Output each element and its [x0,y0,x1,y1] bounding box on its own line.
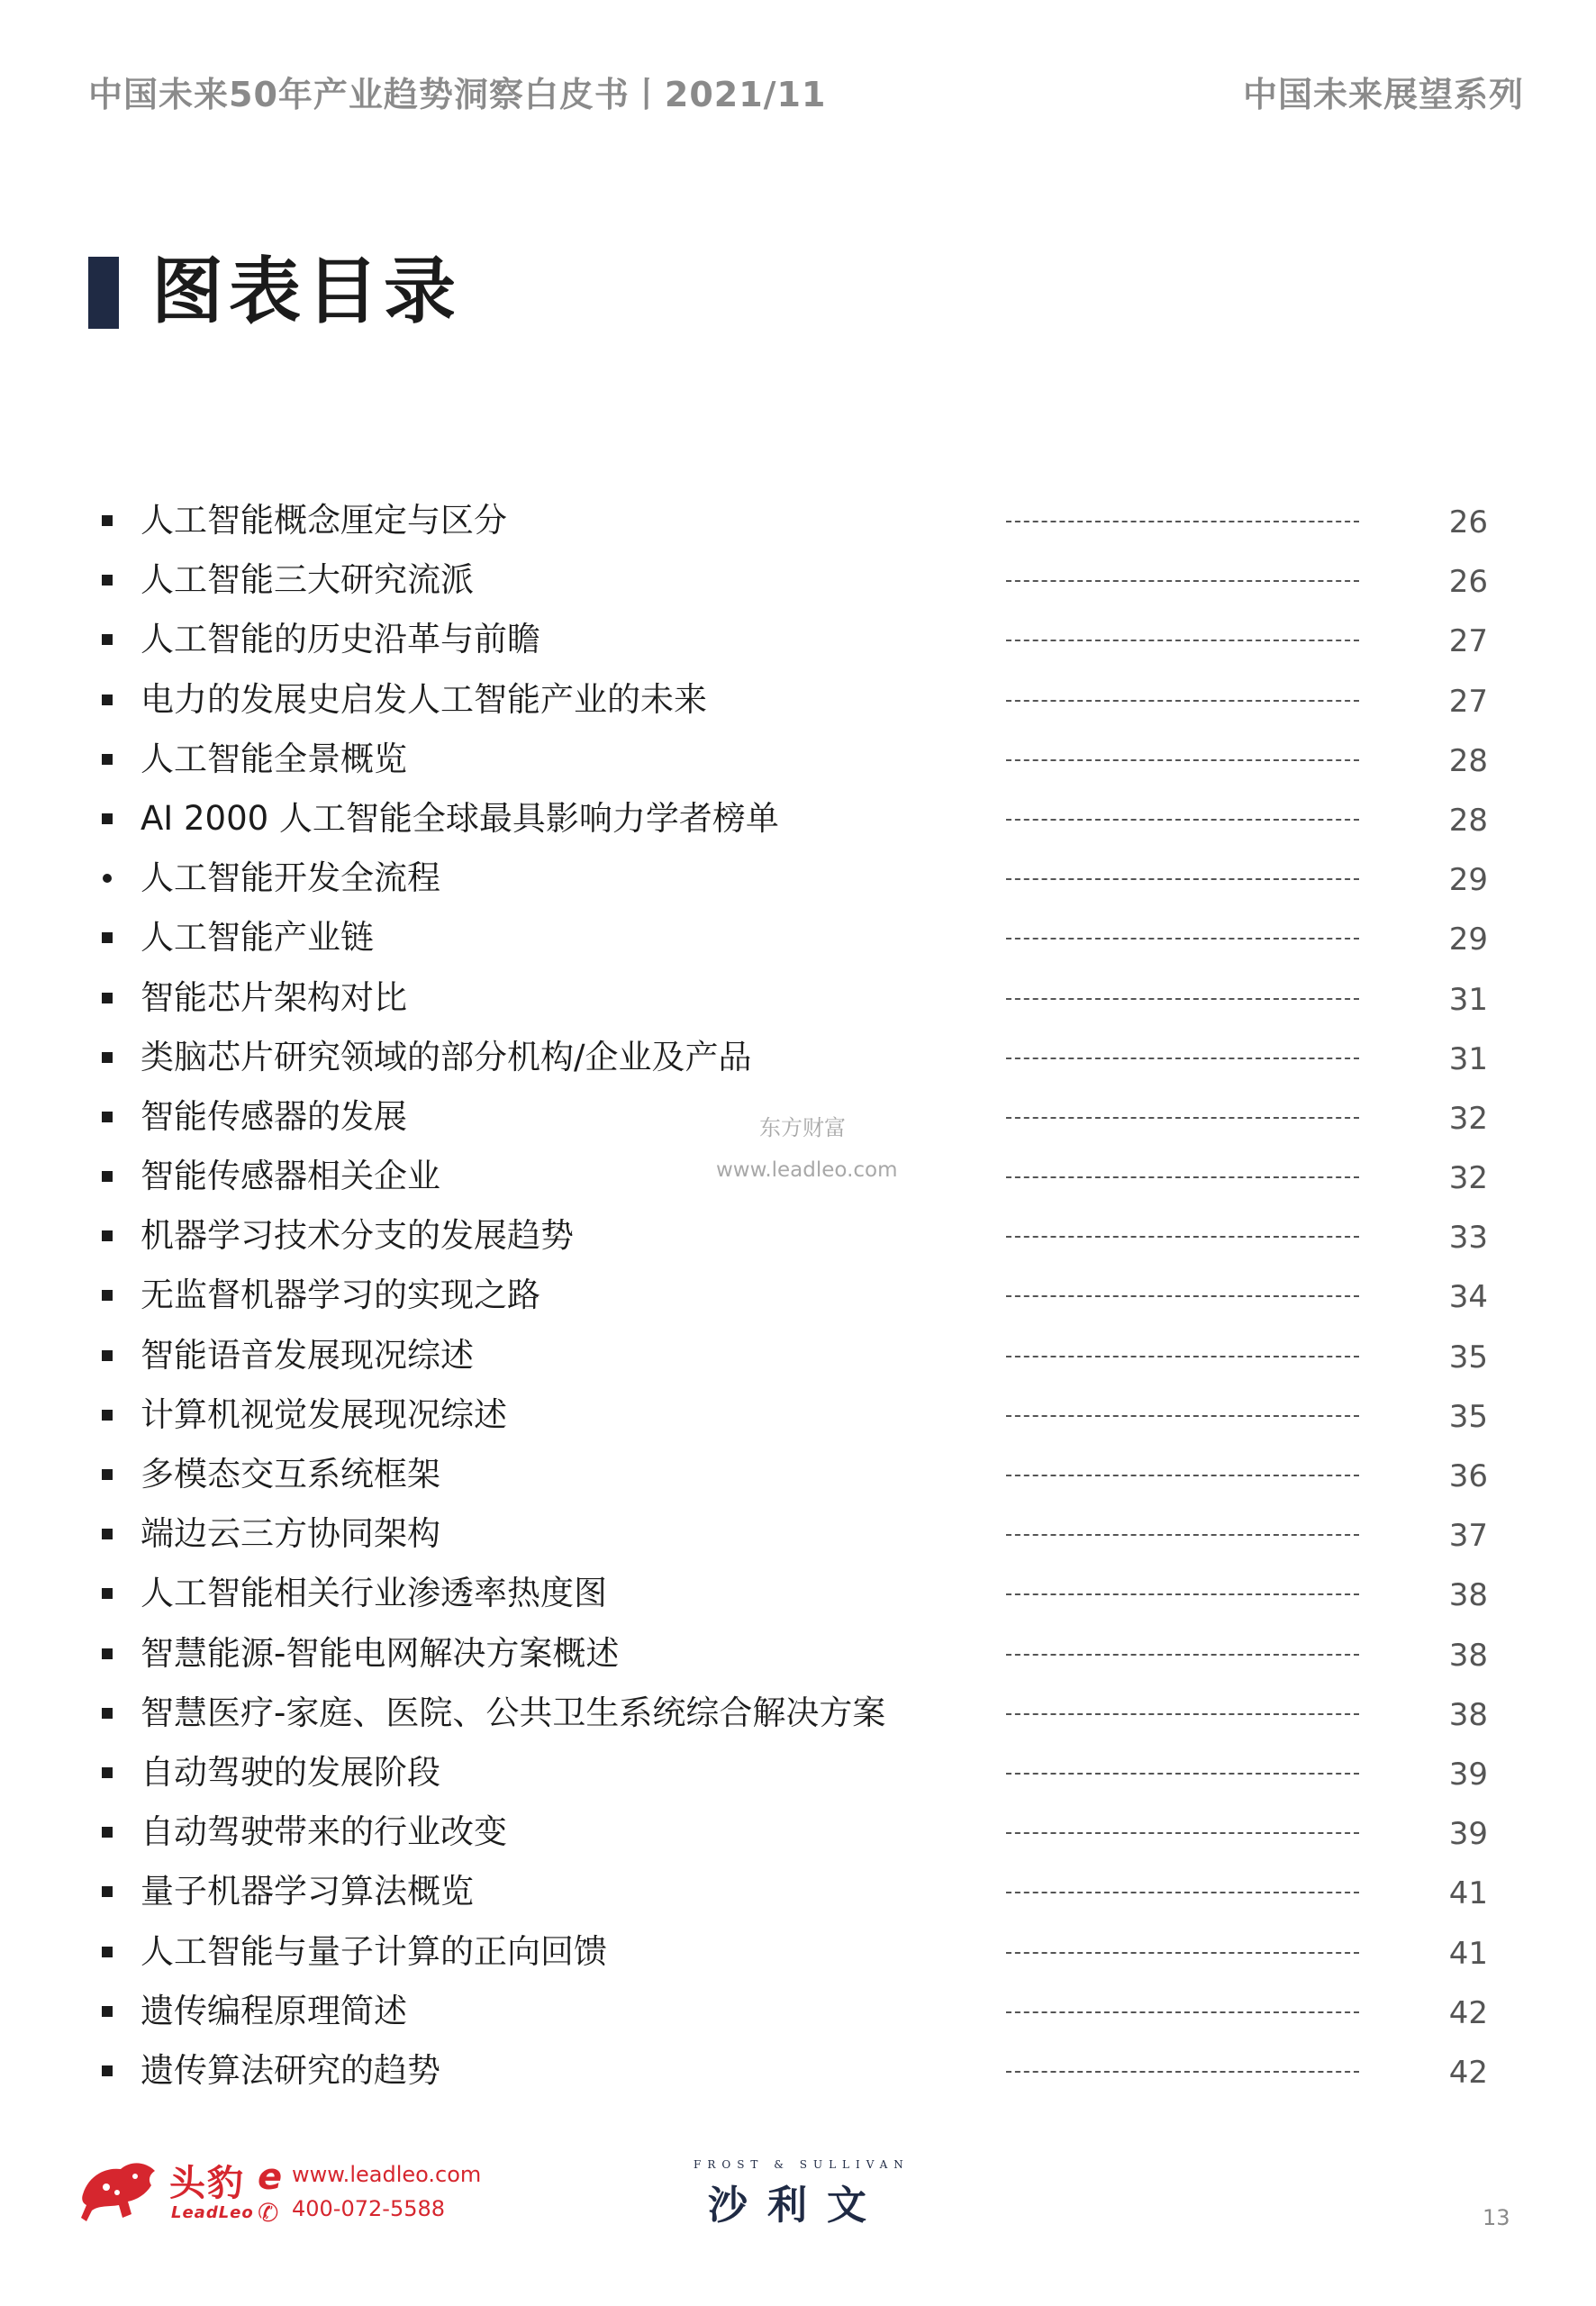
toc-entry-label: 端边云三方协同架构 [141,1514,440,1554]
bullet-icon [102,813,113,824]
dotted-leader [1006,878,1359,880]
toc-entry-page: 33 [1448,1220,1488,1257]
bullet-icon [102,1708,113,1719]
bullet-icon [102,575,113,586]
toc-entry-label: 机器学习技术分支的发展趋势 [141,1216,574,1256]
dotted-leader [1006,700,1359,702]
toc-entry-page: 27 [1448,623,1488,660]
dotted-leader [1006,1475,1359,1476]
toc-entry-label: 计算机视觉发展现况综述 [141,1394,507,1434]
dotted-leader [1006,1654,1359,1656]
toc-entry-page: 41 [1448,1875,1488,1912]
toc-entry-label: 智能芯片架构对比 [141,977,407,1017]
brand-name-cn: 头豹 [169,2163,245,2204]
dotted-leader [1006,938,1359,940]
toc-entry[interactable] [0,1566,1596,1626]
toc-entry-label: 多模态交互系统框架 [141,1455,440,1493]
toc-entry-page: 37 [1448,1518,1488,1555]
toc-entry-page: 42 [1448,1994,1488,2031]
toc-entry-label: 自动驾驶带来的行业改变 [141,1812,507,1852]
toc-entry-label: 智慧医疗-家庭、医院、公共卫生系统综合解决方案 [141,1693,886,1732]
toc-entry-label: 智能语音发展现况综述 [141,1335,474,1375]
bullet-icon [102,1827,113,1838]
bullet-icon [102,1230,113,1241]
toc-entry-page: 29 [1448,862,1488,899]
toc-entry-page: 38 [1448,1577,1488,1614]
toc-entry-page: 28 [1448,802,1488,839]
dotted-leader [1006,1713,1359,1715]
toc-entry-page: 38 [1448,1637,1488,1674]
toc-entry-page: 32 [1448,1160,1488,1197]
toc-entry-label: 智能传感器的发展 [141,1096,407,1136]
e-logo-icon: e [258,2156,283,2198]
toc-entry-page: 28 [1448,742,1488,779]
toc-entry-label: 人工智能开发全流程 [141,858,440,898]
toc-entry-label: 人工智能与量子计算的正向回馈 [141,1931,607,1971]
toc-entry-label: 类脑芯片研究领域的部分机构/企业及产品 [141,1037,752,1076]
bullet-icon [102,1529,113,1539]
toc-entry[interactable] [0,673,1596,732]
bullet-icon [102,695,113,705]
toc-entry-page: 35 [1448,1339,1488,1375]
partner-logo-cn: 沙利文 [708,2183,886,2229]
toc-entry[interactable] [0,1329,1596,1388]
dotted-leader [1006,1295,1359,1297]
bullet-icon [102,1886,113,1897]
series-name-header: 中国未来展望系列 [1242,75,1524,114]
bullet-icon [103,874,112,883]
toc-entry[interactable] [0,1925,1596,1984]
title-accent-bar [88,257,119,329]
toc-entry-label: 电力的发展史启发人工智能产业的未来 [141,679,707,719]
toc-entry[interactable] [0,1388,1596,1448]
watermark-text: 东方财富 [759,1115,846,1140]
toc-entry-page: 29 [1448,921,1488,958]
bullet-icon [102,2065,113,2076]
bullet-icon [102,634,113,645]
bullet-icon [102,1469,113,1480]
toc-entry[interactable] [0,1268,1596,1328]
bullet-icon [102,993,113,1003]
toc-entry[interactable] [0,911,1596,970]
bullet-icon [102,1290,113,1301]
toc-entry[interactable] [0,1686,1596,1746]
dotted-leader [1006,2071,1359,2073]
toc-entry-page: 41 [1448,1935,1488,1972]
toc-entry-page: 38 [1448,1696,1488,1733]
bullet-icon [102,1648,113,1659]
toc-entry[interactable] [0,2044,1596,2103]
leopard-logo-icon [79,2155,159,2227]
dotted-leader [1006,580,1359,582]
dotted-leader [1006,819,1359,821]
toc-entry-page: 39 [1448,1816,1488,1853]
toc-entry-label: 智能传感器相关企业 [141,1157,440,1196]
dotted-leader [1006,1593,1359,1595]
dotted-leader [1006,2011,1359,2013]
toc-entry[interactable] [0,1030,1596,1090]
bullet-icon [102,754,113,765]
toc-entry[interactable] [0,553,1596,613]
toc-entry-label: 人工智能产业链 [141,918,374,958]
dotted-leader [1006,1773,1359,1775]
toc-entry-page: 31 [1448,981,1488,1018]
toc-entry-page: 26 [1448,564,1488,601]
toc-entry[interactable] [0,1746,1596,1805]
report-title-header: 中国未来50年产业趋势洞察白皮书丨2021/11 [88,75,827,114]
toc-entry-page: 36 [1448,1458,1488,1494]
toc-entry[interactable] [0,1805,1596,1865]
dotted-leader [1006,1058,1359,1059]
dotted-leader [1006,1892,1359,1893]
bullet-icon [102,1767,113,1778]
website-link[interactable]: www.leadleo.com [292,2162,482,2187]
toc-entry[interactable] [0,792,1596,851]
bullet-icon [102,1112,113,1122]
page-title: 图表目录 [151,250,461,333]
toc-entry[interactable] [0,1627,1596,1686]
toc-entry-label: 遗传编程原理简述 [141,1991,407,2030]
toc-entry-label: 量子机器学习算法概览 [141,1872,474,1911]
brand-name-en: LeadLeo [171,2203,254,2222]
toc-entry-label: 无监督机器学习的实现之路 [141,1276,540,1315]
dotted-leader [1006,759,1359,761]
toc-entry[interactable] [0,1507,1596,1566]
toc-entry-page: 32 [1448,1100,1488,1137]
watermark-url: www.leadleo.com [716,1158,898,1182]
dotted-leader [1006,998,1359,1000]
toc-entry[interactable] [0,494,1596,553]
bullet-icon [102,1588,113,1599]
toc-entry-page: 35 [1448,1398,1488,1435]
toc-entry[interactable] [0,971,1596,1030]
page-number: 13 [1483,2205,1510,2230]
toc-entry[interactable] [0,1448,1596,1507]
bullet-icon [102,1171,113,1182]
bullet-icon [102,1052,113,1063]
toc-entry-page: 42 [1448,2054,1488,2091]
toc-entry-page: 26 [1448,504,1488,540]
dotted-leader [1006,640,1359,641]
toc-entry[interactable] [0,732,1596,792]
dotted-leader [1006,1117,1359,1119]
dotted-leader [1006,521,1359,522]
dotted-leader [1006,1534,1359,1536]
toc-entry[interactable] [0,1865,1596,1924]
table-of-figures [0,494,1596,2103]
phone-icon: ✆ [258,2198,279,2228]
toc-entry[interactable] [0,851,1596,911]
dotted-leader [1006,1415,1359,1417]
dotted-leader [1006,1176,1359,1178]
toc-entry-page: 34 [1448,1279,1488,1316]
toc-entry-label: 人工智能概念厘定与区分 [141,501,507,540]
bullet-icon [102,1350,113,1361]
toc-entry-label: 人工智能相关行业渗透率热度图 [141,1574,607,1613]
bullet-icon [102,2006,113,2017]
toc-entry[interactable] [0,1209,1596,1268]
bullet-icon [102,1410,113,1421]
toc-entry[interactable] [0,613,1596,672]
toc-entry-page: 39 [1448,1756,1488,1793]
toc-entry-label: 人工智能三大研究流派 [141,560,474,600]
toc-entry-page: 27 [1448,683,1488,720]
dotted-leader [1006,1356,1359,1357]
partner-logo-en: FROST & SULLIVAN [694,2158,910,2171]
toc-entry-label: 自动驾驶的发展阶段 [141,1752,440,1792]
toc-entry-label: 智慧能源-智能电网解决方案概述 [141,1633,620,1673]
toc-entry-label: 人工智能全景概览 [141,739,407,778]
bullet-icon [102,932,113,943]
bullet-icon [102,1947,113,1957]
dotted-leader [1006,1236,1359,1238]
bullet-icon [102,515,113,526]
toc-entry[interactable] [0,1984,1596,2044]
toc-entry-page: 31 [1448,1040,1488,1077]
toc-entry-label: 人工智能的历史沿革与前瞻 [141,620,540,659]
dotted-leader [1006,1952,1359,1954]
phone-number: 400-072-5588 [292,2196,446,2221]
dotted-leader [1006,1832,1359,1834]
toc-entry-label: 遗传算法研究的趋势 [141,2050,440,2090]
toc-entry-label: AI 2000 人工智能全球最具影响力学者榜单 [141,798,779,838]
